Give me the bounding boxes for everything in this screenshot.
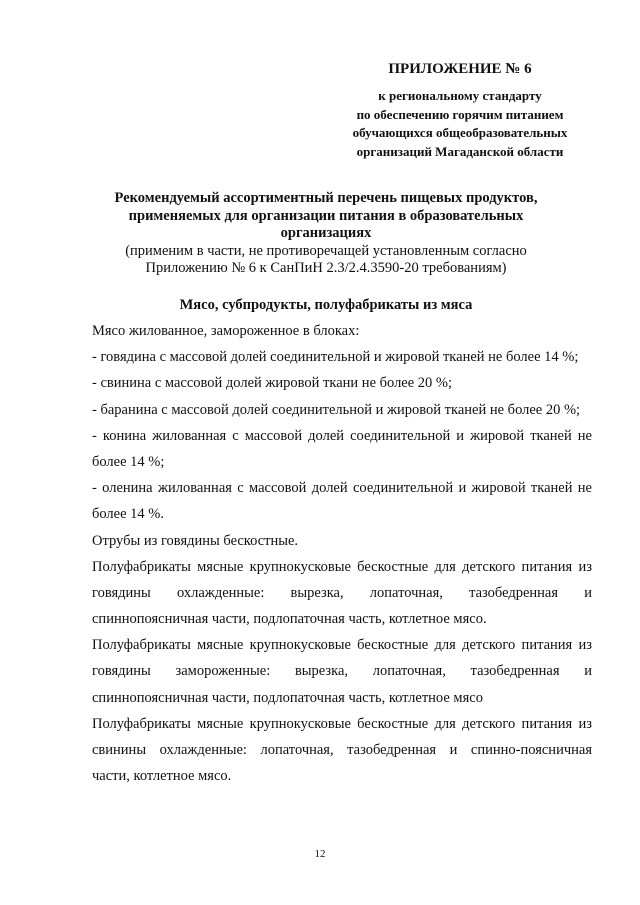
- heading-note-line: (применим в части, не противоречащей установленным согласно: [125, 242, 527, 259]
- content-line: Полуфабрикаты мясные крупнокусковые бескостные для детского питания из: [92, 558, 592, 575]
- heading-note-line: Приложению № 6 к СанПиН 2.3/2.4.3590-20 требованиям): [145, 260, 507, 276]
- appendix-line: по обеспечению горячим питанием: [356, 106, 564, 122]
- appendix-title: ПРИЛОЖЕНИЕ № 6: [388, 61, 532, 77]
- content-line: свинины охлажденные: лопаточная, тазобедренная и спинно-поясничная: [92, 742, 592, 758]
- section-content: [92, 318, 592, 789]
- content-line: говядины замороженные: вырезка, лопаточная, тазобедренная и: [92, 663, 592, 680]
- content-line: - свинина с массовой долей жировой ткани не более 20 %;: [92, 375, 453, 392]
- content-line: спиннопоясничная части, подлопаточная часть, котлетное мясо.: [92, 611, 487, 628]
- appendix-line: организаций Магаданской области: [356, 143, 564, 159]
- content-line: говядины охлажденные: вырезка, лопаточная, тазобедренная и: [92, 584, 592, 601]
- document-heading: [60, 190, 592, 278]
- heading-line: Рекомендуемый ассортиментный перечень пищевых продуктов,: [114, 190, 538, 206]
- content-line: - говядина с массовой долей соединительной и жировой тканей не более 14 %;: [92, 349, 579, 366]
- content-line: Полуфабрикаты мясные крупнокусковые бескостные для детского питания из: [92, 715, 592, 732]
- content-line: - оленина жилованная с массовой долей соединительной и жировой тканей не: [92, 480, 592, 497]
- content-line: Полуфабрикаты мясные крупнокусковые бескостные для детского питания из: [92, 637, 592, 654]
- heading-line: применяемых для организации питания в образовательных: [128, 207, 524, 224]
- appendix-line: обучающихся общеобразовательных: [352, 125, 568, 140]
- content-line: Отрубы из говядины бескостные.: [92, 532, 299, 549]
- content-line: Мясо жилованное, замороженное в блоках:: [92, 323, 360, 339]
- content-line: более 14 %;: [92, 453, 165, 470]
- content-line: - баранина с массовой долей соединительной и жировой тканей не более 20 %;: [92, 401, 581, 418]
- page-number: 12: [314, 848, 326, 860]
- content-line: более 14 %.: [92, 506, 164, 523]
- heading-line: организациях: [280, 225, 372, 241]
- content-line: спиннопоясничная части, подлопаточная часть, котлетное мясо: [92, 689, 483, 706]
- content-line: части, котлетное мясо.: [92, 768, 232, 785]
- appendix-line: к региональному стандарту: [378, 88, 542, 103]
- section-title: Мясо, субпродукты, полуфабрикаты из мяса: [179, 297, 473, 313]
- content-line: - конина жилованная с массовой долей соединительной и жировой тканей не: [92, 427, 592, 444]
- appendix-header: [330, 60, 590, 161]
